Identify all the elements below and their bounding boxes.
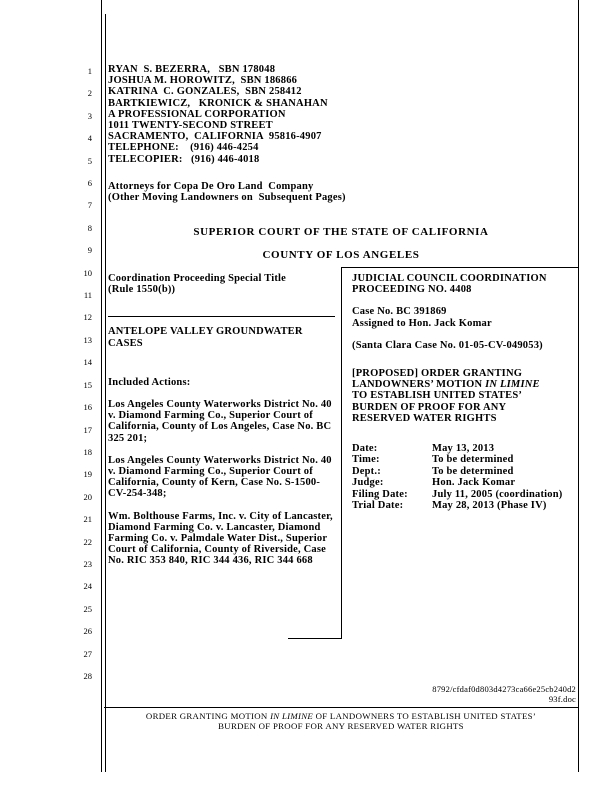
schedule-label: Trial Date: <box>352 500 404 512</box>
document-id <box>330 685 576 705</box>
caption-top-rule <box>341 267 578 268</box>
assigned-judge: Assigned to Hon. Jack Komar <box>352 317 492 329</box>
included-action: Wm. Bolthouse Farms, Inc. v. City of Lancaster, Diamond Farming Co. v. Lancaster, Diamond Farming Co. v. Palmdale Water Dist., Superior Court of California, County of Riverside, Case No. RIC 353 840, RIC 344 436, RIC 344 668 <box>108 510 333 567</box>
document-id-line: 8792/cfdaf0d803d4273ca66e25cb240d2 <box>432 684 576 694</box>
line-number: 28 <box>83 670 92 681</box>
caption-left <box>108 273 338 567</box>
case-number: Case No. BC 391869 <box>352 306 447 318</box>
order-title-italic: IN LIMINE <box>485 379 540 391</box>
caption-separator-rule <box>341 267 342 638</box>
schedule-value: Hon. Jack Komar <box>432 477 516 489</box>
related-case-number: (Santa Clara Case No. 01-05-CV-049053) <box>352 339 543 351</box>
court-name: SUPERIOR COURT OF THE STATE OF CALIFORNIA <box>193 226 489 238</box>
caption-left-divider <box>108 316 335 317</box>
schedule-row <box>352 454 578 465</box>
included-actions-label: Included Actions: <box>108 376 191 388</box>
jccp-number: JUDICIAL COUNCIL COORDINATION PROCEEDING NO. 4408 <box>352 273 547 296</box>
line-number: 5 <box>87 155 92 166</box>
schedule-row <box>352 477 578 488</box>
line-number: 12 <box>83 312 92 323</box>
court-county: COUNTY OF LOS ANGELES <box>262 249 420 261</box>
footer-title-text: OF LANDOWNERS TO ESTABLISH UNITED STATES’ <box>313 711 537 721</box>
line-number: 10 <box>83 267 92 278</box>
line-number: 23 <box>83 558 92 569</box>
line-number: 7 <box>87 200 92 211</box>
footer-title-text: ORDER GRANTING MOTION <box>145 711 271 721</box>
schedule-row <box>352 489 578 500</box>
line-number: 24 <box>83 581 92 592</box>
schedule-label: Judge: <box>352 477 384 489</box>
order-title-text: TO ESTABLISH UNITED STATES’ BURDEN OF PROOF FOR ANY RESERVED WATER RIGHTS <box>352 390 522 424</box>
included-action: Los Angeles County Waterworks District No. 40 v. Diamond Farming Co., Superior Court of California, County of Los Angeles, Case No. BC 325 201; <box>108 399 332 444</box>
right-margin-rule <box>578 0 579 772</box>
left-margin-rule-outer <box>101 0 102 772</box>
attorney-line: SACRAMENTO, CALIFORNIA 95816-4907 <box>108 131 322 143</box>
line-number: 6 <box>87 178 92 189</box>
line-numbers <box>68 66 92 693</box>
left-margin-rule-inner <box>105 14 106 772</box>
schedule-value: July 11, 2005 (coordination) <box>432 488 563 500</box>
line-number: 27 <box>83 648 92 659</box>
caption-separator-foot <box>288 638 342 639</box>
schedule-label: Time: <box>352 454 380 466</box>
attorneys-for <box>108 181 346 203</box>
line-number: 11 <box>83 290 92 301</box>
attorneys-for-line: Attorneys for Copa De Oro Land Company <box>108 181 314 192</box>
line-number: 17 <box>83 424 92 435</box>
line-number: 25 <box>83 603 92 614</box>
order-title-text: [PROPOSED] ORDER GRANTING LANDOWNERS’ MOTION <box>352 368 523 391</box>
order-title <box>352 368 552 424</box>
line-number: 19 <box>83 469 92 480</box>
line-number: 2 <box>87 88 92 99</box>
schedule-label: Filing Date: <box>352 488 408 500</box>
footer-title-italic: IN LIMINE <box>270 711 314 721</box>
special-title: Coordination Proceeding Special Title <box>108 273 287 284</box>
line-number: 8 <box>87 222 92 233</box>
schedule-row <box>352 500 578 511</box>
line-number: 18 <box>83 446 92 457</box>
schedule-value: May 13, 2013 <box>432 443 495 455</box>
caption-right <box>352 273 578 511</box>
footer-rule <box>104 707 578 708</box>
attorney-line: 1011 TWENTY-SECOND STREET <box>108 120 273 132</box>
schedule-row <box>352 466 578 477</box>
line-number: 13 <box>83 334 92 345</box>
rule-reference: (Rule 1550(b)) <box>108 284 176 296</box>
schedule-label: Dept.: <box>352 465 381 477</box>
attorney-line: JOSHUA M. HOROWITZ, SBN 186866 <box>108 75 298 87</box>
attorney-line: A PROFESSIONAL CORPORATION <box>108 108 286 120</box>
footer-title <box>104 711 578 731</box>
attorney-line: TELECOPIER: (916) 446-4018 <box>108 153 260 165</box>
included-action: Los Angeles County Waterworks District No. 40 v. Diamond Farming Co., Superior Court of California, County of Kern, Case No. S-1500-CV-254-348; <box>108 454 332 500</box>
line-number: 16 <box>83 402 92 413</box>
attorney-line: RYAN S. BEZERRA, SBN 178048 <box>108 64 276 75</box>
line-number: 20 <box>83 491 92 502</box>
footer-title-line1 <box>104 711 578 721</box>
line-number: 9 <box>87 245 92 256</box>
line-number: 26 <box>83 626 92 637</box>
attorney-block <box>108 64 328 165</box>
line-number: 15 <box>83 379 92 390</box>
schedule-value: To be determined <box>432 465 514 477</box>
case-title: ANTELOPE VALLEY GROUNDWATER CASES <box>108 326 303 349</box>
schedule-value: May 28, 2013 (Phase IV) <box>432 500 547 512</box>
line-number: 1 <box>87 66 92 76</box>
attorney-line: TELEPHONE: (916) 446-4254 <box>108 142 259 154</box>
line-number: 21 <box>83 514 92 525</box>
hearing-schedule <box>352 443 578 511</box>
attorney-line: KATRINA C. GONZALES, SBN 258412 <box>108 86 302 98</box>
line-number: 3 <box>87 110 92 121</box>
attorneys-for-line: (Other Moving Landowners on Subsequent Pages) <box>108 192 346 204</box>
footer-title-line2: BURDEN OF PROOF FOR ANY RESERVED WATER RIGHTS <box>218 721 464 731</box>
schedule-label: Date: <box>352 443 378 455</box>
document-id-line: 93f.doc <box>548 693 576 704</box>
schedule-value: To be determined <box>432 454 514 466</box>
attorney-line: BARTKIEWICZ, KRONICK & SHANAHAN <box>108 97 328 109</box>
line-number: 4 <box>87 133 92 144</box>
line-number: 22 <box>83 536 92 547</box>
schedule-row <box>352 443 578 454</box>
line-number: 14 <box>83 357 92 368</box>
